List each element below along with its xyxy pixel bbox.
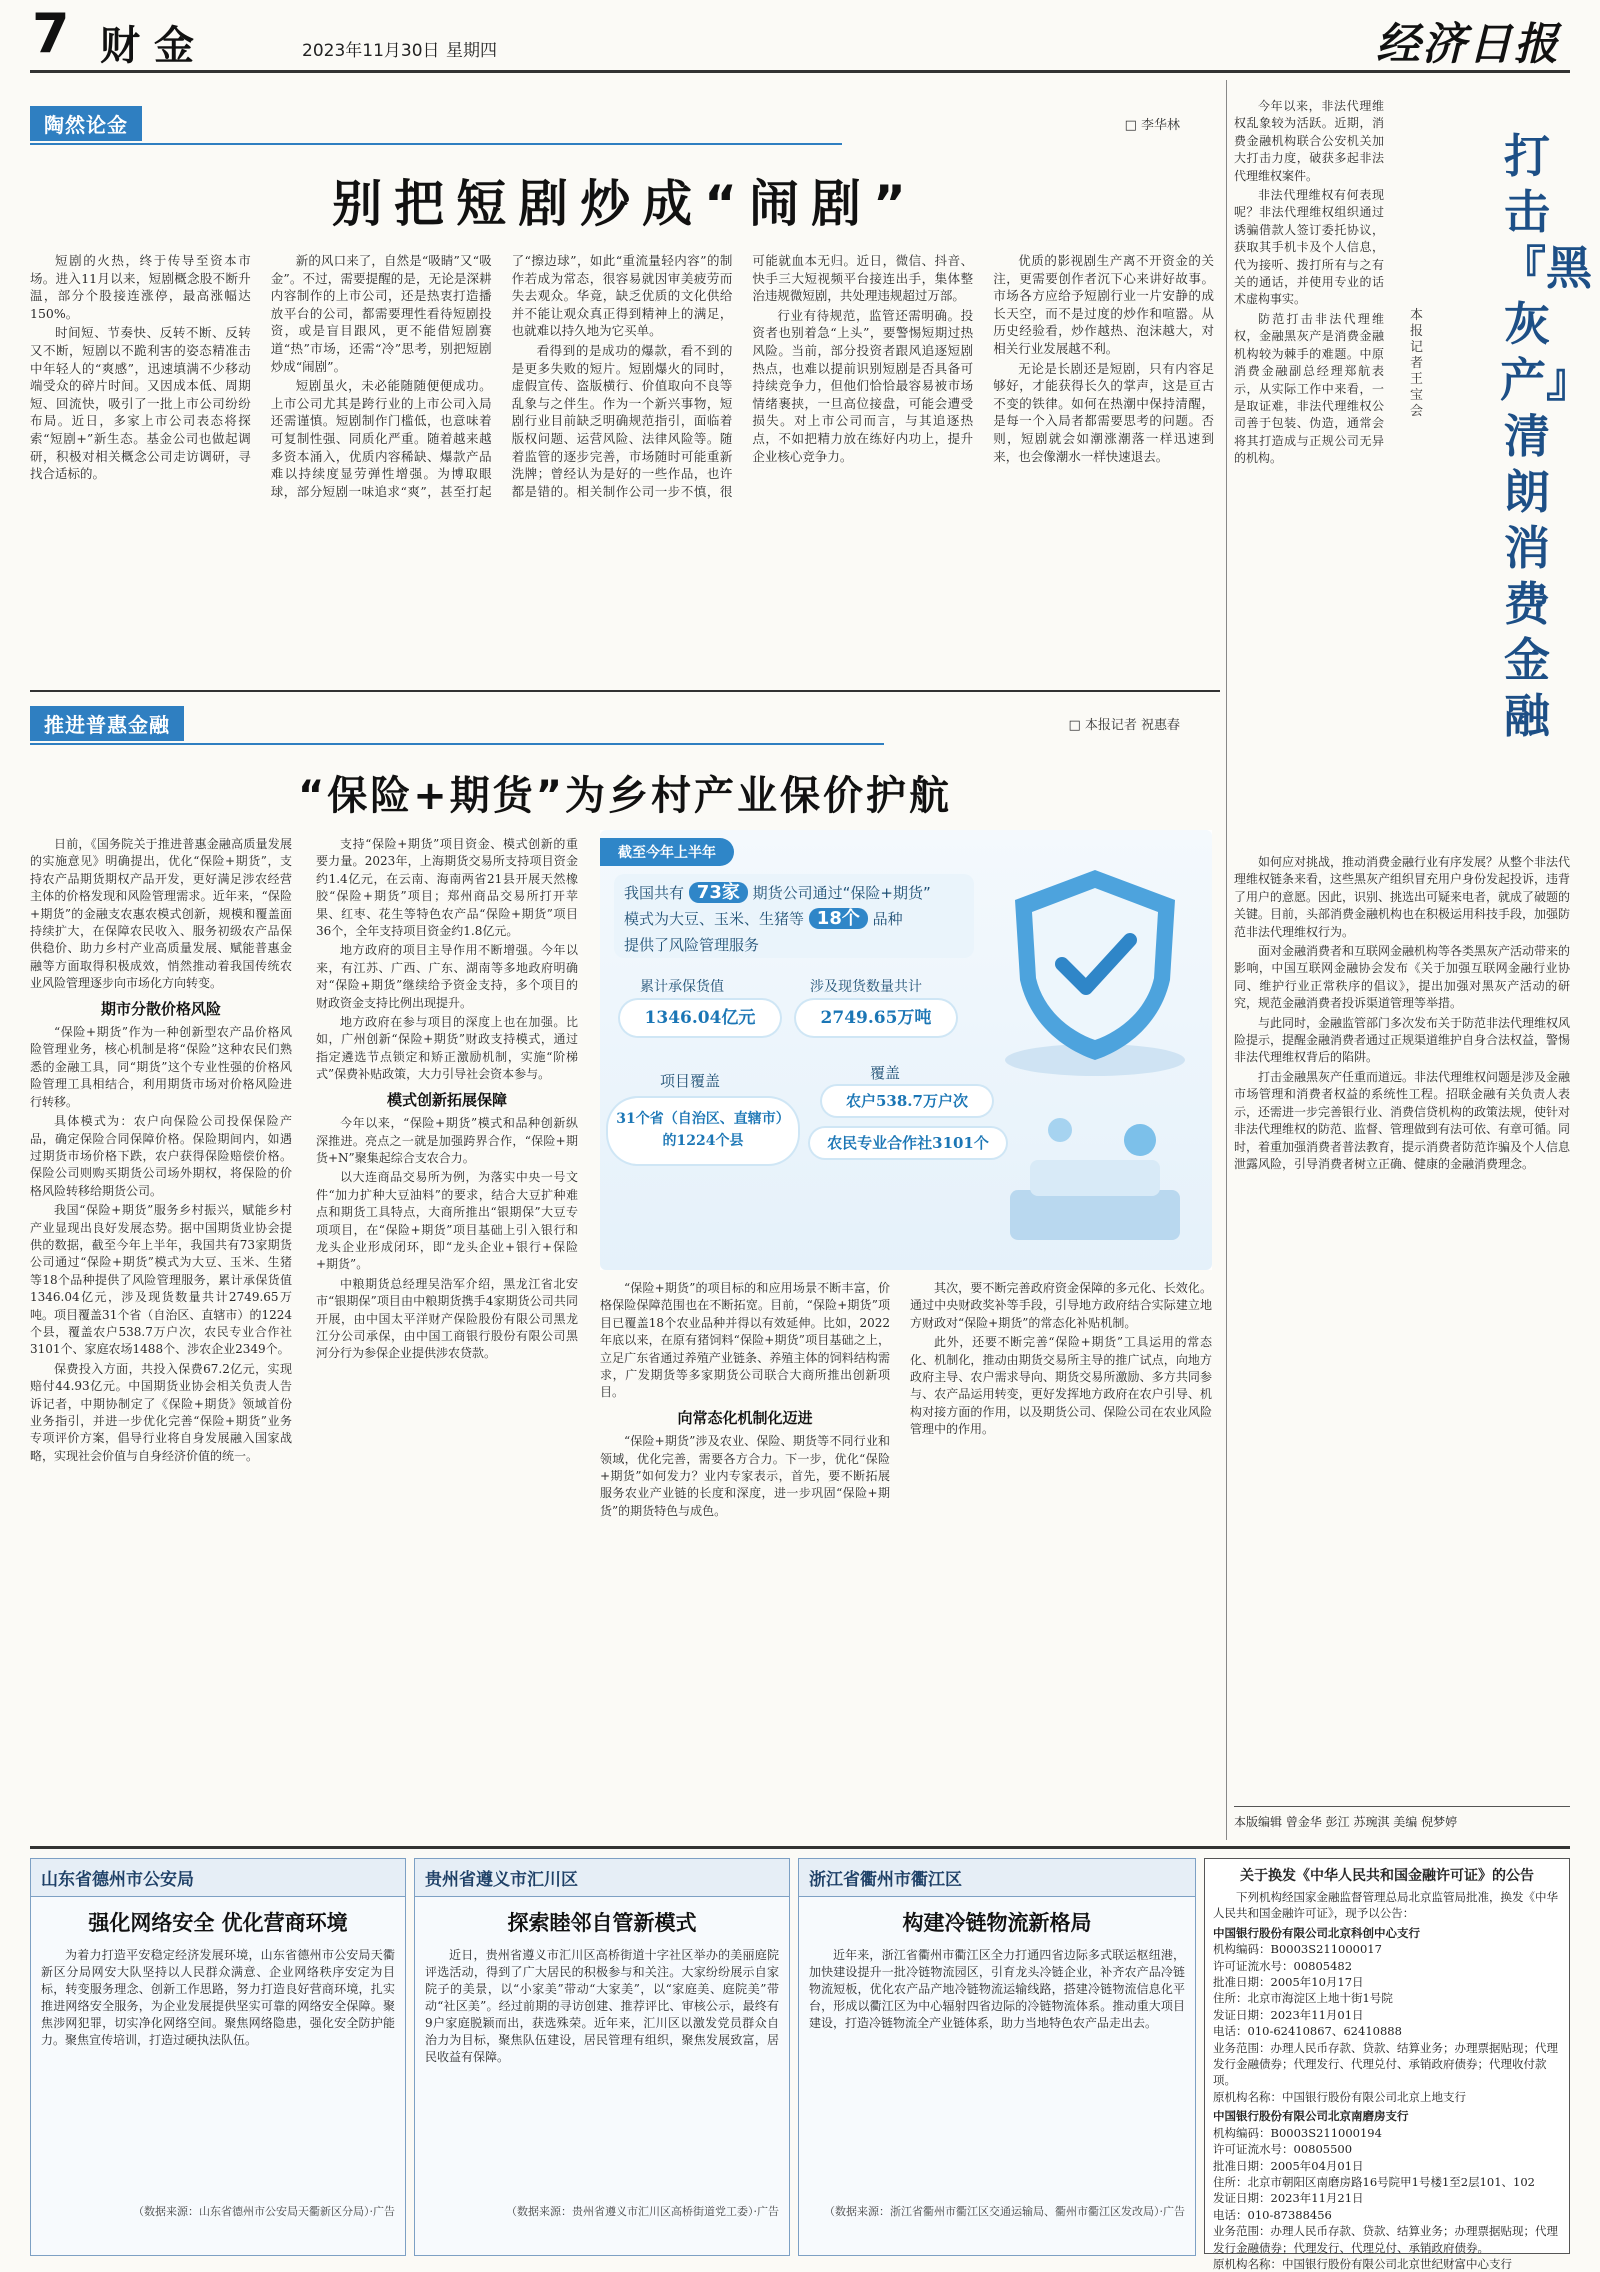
paragraph: 时间短、节奏快、反转不断、反转又不断，短剧以不跪利害的姿态精准击中年轻人的“爽感”，迅速填满不少移动端受众的碎片时间。又因成本低、周期短、回流快，吸引了一批上市公司纷纷布局。近日，多家上市公司表态将探索“短剧+”新生态。基金公司也做起调研，积极对相关概念公司走访调研，寻找合适标的。 — [30, 325, 251, 482]
issue-weekday: 星期四 — [446, 41, 497, 61]
brief-body: 近年来，浙江省衢州市衢江区全力打通四省边际多式联运枢纽港，加快建设提升一批冷链物流园区，引育龙头冷链企业，补齐农产品冷链物流短板，优化农产品产地冷链物流运输线路，搭建冷链物流信息化平台，形成以衢江区为中心辐射四省边际的冷链物流体系。推动重大项目建设，打造冷链物流全产业链体系，助力当地特色农产品走出去。 — [809, 1948, 1185, 2030]
newspaper-logo: 经济日报 — [1376, 19, 1560, 70]
paragraph: 看得到的是成功的爆款，看不到的是更多失败的短片。短剧爆火的同时，虚假宣传、盗版横行、价值取向不良等乱象与之伴生。作为一个新兴事物，短剧行业目前缺乏明确规范指引，面临着版权问题、运营风险、法律风险等。随着监管的逐步完善，市场随时可能重新洗牌；曾经认为是好的一些作品，也许都是错的。相关制作公司一步不慎，很可能就血本无归。近日，微信、抖音、快手三大短视频平台接连出手，集体整治违规微短剧，共处理违规超过万部。 — [511, 253, 974, 499]
branch-name: 中国银行股份有限公司北京科创中心支行 — [1213, 1925, 1420, 1940]
paragraph: 地方政府在参与项目的深度上也在加强。比如，广州创新“保险+期货”财政支持模式，通过指定遴选节点锁定和矫正激励机制，实施“阶梯式”保费补贴政策，大力引导社会资本参与。 — [316, 1015, 578, 1082]
byline: □ 李华林 — [1124, 118, 1180, 133]
license-notice — [1204, 1858, 1570, 2271]
paragraph: 与此同时，金融监管部门多次发布关于防范非法代理维权风险提示，提醒金融消费者通过正规渠道维护自身合法权益，警惕非法代理维权背后的陷阱。 — [1234, 1015, 1571, 1065]
stat-label: 项目覆盖 — [660, 1072, 721, 1090]
subheading: 期市分散价格风险 — [100, 999, 221, 1018]
paragraph: 优质的影视剧生产离不开资金的关注，更需要创作者沉下心来讲好故事。市场各方应给予短剧行业一片安静的成长天空，而不是过度的炒作和喧嚣。从历史经验看，炒作越热、泡沫越大，对相关行业发展越不利。 — [993, 253, 1214, 356]
paragraph: 以大连商品交易所为例，为落实中央一号文件“加力扩种大豆油料”的要求，结合大豆扩种难点和期货工具特点，大商所推出“银期保”大豆专项项目，在“保险+期货”项目基础上引入银行和龙头企业形成闭环，即“龙头企业+银行+保险+期货”。 — [316, 1170, 578, 1272]
subheading: 向常态化机制化迈进 — [677, 1408, 813, 1427]
section-divider — [30, 690, 1220, 692]
section-name: 财金 — [100, 23, 208, 69]
paragraph: 非法代理维权有何表现呢？非法代理维权组织通过诱骗借款人签订委托协议，获取其手机卡及个人信息，代为接听、拨打所有与之有关的通话，并使用专业的话术虚构事实。 — [1234, 188, 1384, 307]
brief-location: 山东省德州市公安局 — [31, 1859, 405, 1897]
paragraph: “保险+期货”作为一种创新型农产品价格风险管理业务，核心机制是将“保险”这种农民们熟悉的金融工具，同“期货”这个专业性强的价格风险管理工具相结合，利用期货市场对价格风险进行转移。 — [30, 1025, 292, 1109]
side-article-bottom — [1234, 854, 1570, 1794]
article-column — [30, 836, 292, 1836]
stat-value: 1346.04亿元 — [620, 1000, 780, 1036]
ad-brief — [798, 1858, 1196, 2256]
paragraph: 如何应对挑战，推动消费金融行业有序发展？从整个非法代理维权链条来看，这些黑灰产组织冒充用户身份发起投诉，违背了用户的意愿。因此，识别、挑选出可疑来电者，就成了破题的关键。目前，头部消费金融机构也在积极运用科技手段，加强防范非法代理维权行为。 — [1234, 855, 1571, 939]
brief-headline: 构建冷链物流新格局 — [902, 1911, 1092, 1935]
notice-branch: 中国银行股份有限公司北京科创中心支行 机构编码：B0003S211000017 许可证流水号：00805482 批准日期：2005年10月17日 住所：北京市海淀区上地十街1号院 发证日期：2023年11月01日 电话：010-62410867、62410888 业务范围：办理人民币存款、贷款、结算业务；办理票据贴现；代理发行金融债券；代理发行、代理兑付、承销政府债券；代理收付款项。 原机构名称：中国银行股份有限公司北京上地支行 — [1213, 1925, 1558, 2104]
paragraph: 今年以来，非法代理维权乱象较为活跃。近期，消费金融机构联合公安机关加大打击力度，破获多起非法代理维权案件。 — [1234, 99, 1384, 183]
paragraph: 中粮期货总经理吴浩军介绍，黑龙江省北安市“银期保”项目由中粮期货携手4家期货公司共同开展，由中国太平洋财产保险股份有限公司黑龙江分公司承保，由中国工商银行股份有限公司黑河分行为参保企业提供涉农贷款。 — [316, 1276, 578, 1361]
stat-value: 农户538.7万户次 — [822, 1086, 992, 1116]
article-column — [910, 1280, 1212, 1836]
column-inclusive-finance — [30, 706, 1220, 1836]
paragraph: 地方政府的项目主导作用不断增强。今年以来，有江苏、广西、广东、湖南等多地政府明确对“保险+期货”继续给予资金支持，多个项目的财政资金支持比例出现提升。 — [316, 943, 578, 1010]
article-column — [600, 1280, 890, 1836]
paragraph: 其次，要不断完善政府资金保障的多元化、长效化。通过中央财政奖补等手段，引导地方政府结合实际建立地方财政对“保险+期货”的常态化补贴机制。 — [910, 1281, 1212, 1330]
side-byline: 本报记者 王宝会 — [1410, 308, 1424, 419]
stat-value: 2749.65万吨 — [796, 1000, 956, 1036]
infographic — [600, 830, 1212, 1270]
side-article-top — [1234, 98, 1384, 848]
brief-body: 近日，贵州省遵义市汇川区高桥街道十字社区举办的美丽庭院评选活动，得到了广大居民的积极参与和关注。大家纷纷展示自家院子的美景，以“小家美”带动“大家美”，以“家庭美、庭院美”带动“社区美”。经过前期的寻访创建、推荐评比、审核公示，最终有9户家庭脱颖而出，获选殊荣。近年来，汇川区以激发党员群众自治力为目标，聚焦队伍建设，居民管理有组织，聚焦发展致富，居民收益有保障。 — [425, 1948, 779, 2064]
editor-credits: 本版编辑 曾金华 彭江 苏琬淇 美编 倪梦婷 — [1234, 1806, 1570, 1830]
paragraph: 短剧虽火，未必能随随便便成功。上市公司尤其是跨行业的上市公司入局还需谨慎。短剧制作门槛低，也意味着可复制性强、同质化严重。随着越来越多资本涌入，优质内容稀缺、爆款产品难以持续度显劳弹性增强。为博取眼球，部分短剧一味追求“爽”，甚至打起了“擦边球”，如此“重流量轻内容”的制作若成为常态，很容易就因审美疲劳而失去观众。华竟，缺乏优质的文化供给并不能让观众真正得到精神上的满足，也就难以持久地为它买单。 — [270, 253, 733, 499]
byline: □ 本报记者 祝惠春 — [1068, 718, 1180, 733]
notice-title: 关于换发《中华人民共和国金融许可证》的公告 — [1240, 1868, 1534, 1884]
podium-graphic — [990, 1080, 1200, 1260]
stat-label: 涉及现货数量共计 — [810, 979, 922, 995]
brief-source: （数据来源：浙江省衢州市衢江区交通运输局、衢州市衢江区发改局）·广告 — [824, 2205, 1185, 2218]
branch-name: 中国银行股份有限公司北京南磨房支行 — [1213, 2109, 1409, 2124]
stat-value-group: 31个省（自治区、直辖市） 的1224个县 — [608, 1098, 798, 1164]
brief-headline: 强化网络安全 优化营商环境 — [88, 1911, 348, 1935]
brief-source: （数据来源：山东省德州市公安局天衢新区分局）·广告 — [133, 2205, 395, 2218]
infographic-intro: 我国共有 73家 期货公司通过“保险+期货” 模式为大豆、玉米、生猪等 18个 品种 提供了风险管理服务 — [614, 874, 974, 958]
side-feature — [1234, 98, 1592, 1838]
issue-date: 2023年11月30日 — [302, 41, 440, 61]
shield-check-icon — [990, 860, 1200, 1080]
brief-location: 浙江省衢州市衢江区 — [799, 1859, 1195, 1897]
notice-branch: 中国银行股份有限公司北京南磨房支行 机构编码：B0003S211000194 许可证流水号：00805500 批准日期：2005年04月01日 住所：北京市朝阳区南磨房路16号院甲1号楼1至2层101、102 发证日期：2023年11月21日 电话：010-87388456 业务范围：办理人民币存款、贷款、结算业务；办理票据贴现；代理发行金融债券；代理发行、代理兑付、承销政府债券。 原机构名称：中国银行股份有限公司北京世纪财富中心支行 — [1213, 2109, 1558, 2271]
paragraph: 无论是长剧还是短剧，只有内容足够好，才能获得长久的掌声，这是亘古不变的铁律。如何在热潮中保持清醒，是每一个入局者都需要思考的问题。否则，短剧就会如潮涨潮落一样迅速到来，也会像潮水一样快速退去。 — [993, 360, 1214, 464]
side-headline: 打击『黑灰产』清朗消费金融 — [1500, 129, 1592, 743]
paragraph: “保险+期货”涉及农业、保险、期货等不同行业和领域，优化完善，需要各方合力。下一步，优化“保险+期货”如何发力？业内专家表示，首先，要不断拓展服务农业产业链的长度和深度，进一步巩固“保险+期货”的期货特色与成色。 — [600, 1434, 890, 1518]
article-headline: 别把短剧炒成“闹剧” — [332, 175, 918, 233]
section-tag: 陶然论金 — [30, 106, 142, 141]
paragraph: 面对金融消费者和互联网金融机构等各类黑灰产活动带来的影响，中国互联网金融协会发布《关于加强互联网金融行业协同、维护行业正常秩序的倡议》，提出加强对黑灰产活动的研究，规范金融消费者投诉渠道管理等举措。 — [1234, 944, 1571, 1011]
paragraph: 我国“保险+期货”服务乡村振兴，赋能乡村产业显现出良好发展态势。据中国期货业协会提供的数据，截至今年上半年，我国共有73家期货公司通过“保险+期货”模式为大豆、玉米、生猪等18个品种提供了风险管理服务，累计承保货值1346.04亿元，涉及现货数量共计2749.65万吨。项目覆盖31个省（自治区、直辖市）的1224个县，覆盖农户538.7万户次，农民专业合作社3101个、家庭农场1488个、涉农企业2349个。 — [30, 1203, 292, 1357]
stat-label: 累计承保货值 — [640, 979, 724, 995]
ad-brief — [30, 1858, 406, 2256]
paragraph: 短剧的火热，终于传导至资本市场。进入11月以来，短剧概念股不断升温，部分个股接连涨停，最高涨幅达150%。 — [30, 253, 251, 321]
paragraph: 新的风口来了，自然是“吸睛”又“吸金”。不过，需要提醒的是，无论是深耕内容制作的上市公司，还是热衷打造播放平台的公司，都需要理性看待短剧投资，或是盲目跟风，更不能借短剧赛道“热”市场，还需“冷”思考，别把短剧炒成“闹剧”。 — [270, 253, 492, 374]
paragraph: 保费投入方面，共投入保费67.2亿元，实现赔付44.93亿元。中国期货业协会相关负责人告诉记者，中期协制定了《保险+期货》领域首份业务指引，并进一步优化完善“保险+期货”业务专项评价方案，倡导行业将自身发展融入国家战略，实现社会价值与自身经济价值的统一。 — [30, 1361, 292, 1463]
article-headline: “保险+期货”为乡村产业保价护航 — [297, 773, 953, 819]
column-commentary — [30, 106, 1220, 686]
brief-headline: 探索睦邻自管新模式 — [507, 1911, 697, 1935]
paragraph: 此外，还要不断完善“保险+期货”工具运用的常态化、机制化，推动由期货交易所主导的推广试点，向地方政府主导、农户需求导向、期货交易所激励、多方共同参与、农产品运用转变，更好发挥地方政府在农户引导、机构对接方面的作用，以及期货公司、保险公司在农业风险管理中的作用。 — [910, 1335, 1212, 1437]
column-divider — [1226, 80, 1227, 1840]
notice-intro: 下列机构经国家金融监督管理总局北京监管局批准，换发《中华人民共和国金融许可证》，现予以公告： — [1213, 1890, 1558, 1921]
masthead — [0, 0, 1600, 72]
infographic-banner: 截至今年上半年 — [600, 838, 734, 866]
ads-divider — [30, 1846, 1570, 1849]
highlight-number: 73家 — [689, 882, 748, 903]
brief-location: 贵州省遵义市汇川区 — [415, 1859, 789, 1897]
paragraph: 防范打击非法代理维权，金融黑灰产是消费金融机构较为棘手的难题。中原消费金融副总经理郑航表示，从实际工作中来看，一是取证难，非法代理维权公司善于包装、伪造，通常会将其打造成与正规公司无异的机构。 — [1234, 311, 1384, 466]
stat-label: 覆盖 — [870, 1064, 901, 1082]
page-number: 7 — [32, 2, 70, 65]
paragraph: 具体模式为：农户向保险公司投保保险产品，确定保险合同保障价格。保险期间内，如遇过期货市场价格下跌，农户获得保险赔偿价格。保险公司则购买期货公司场外期权，将保险的价格风险转移给期货公司。 — [30, 1114, 292, 1198]
highlight-number: 18个 — [809, 908, 868, 929]
masthead-rule — [30, 70, 1570, 73]
subheading: 模式创新拓展保障 — [386, 1090, 507, 1109]
paragraph: 日前，《国务院关于推进普惠金融高质量发展的实施意见》明确提出，优化“保险+期货”，支持农产品期货期权产品开发，更好满足涉农经营主体的价格发现和风险管理需求。近年来，“保险+期货”的金融支农惠农模式创新，规模和覆盖面持续扩大，在保障农民收入、服务初级农产品保供稳价、助力乡村产业高质量发展、赋能普惠金融等方面取得积极成效，悄然推动着我国传统农业风险管理逐步向市场化方向转变。 — [30, 837, 292, 991]
stat-value: 农民专业合作社3101个 — [810, 1128, 1006, 1158]
paragraph: 打击金融黑灰产任重而道远。非法代理维权问题是涉及金融市场管理和消费者权益的系统性工程。招联金融有关负责人表示，还需进一步完善银行业、消费信贷机构的政策法规，使针对非法代理维权的防范、监督、管理做到有法可依、有章可循。同时，着重加强消费者普法教育，提示消费者防范诈骗及个人信息泄露风险，引导消费者树立正确、健康的金融消费理念。 — [1234, 1069, 1571, 1171]
section-tag: 推进普惠金融 — [30, 706, 184, 741]
article-column — [316, 836, 578, 1836]
ad-brief — [414, 1858, 790, 2256]
brief-body: 为着力打造平安稳定经济发展环境，山东省德州市公安局天衢新区分局网安大队坚持以人民群众满意、企业网络秩序安定为目标，转变服务理念、创新工作思路，努力打造良好营商环境，扎实推进网络安全服务，为企业发展提供坚实可靠的网络安全保障。聚焦涉网犯罪，切实净化网络空间。聚焦网络隐患，强化安全防护能力。聚焦宣传培训，打造过硬执法队伍。 — [41, 1948, 395, 2047]
paragraph: 今年以来，“保险+期货”模式和品种创新纵深推进。亮点之一就是加强跨界合作，“保险+期货+N”聚集起综合支农合力。 — [316, 1116, 578, 1165]
paragraph: 支持“保险+期货”项目资金、模式创新的重要力量。2023年，上海期货交易所支持项目资金约1.4亿元，在云南、海南两省21县开展天然橡胶“保险+期货”项目；郑州商品交易所打开苹果、红枣、花生等特色农产品“保险+期货”项目36个，全年支持项目资金约1.8亿元。 — [316, 837, 578, 939]
article-body — [30, 252, 1214, 682]
brief-source: （数据来源：贵州省遵义市汇川区高桥街道党工委）·广告 — [506, 2205, 779, 2218]
paragraph: 行业有待规范，监管还需明确。投资者也别着急“上头”，要警惕短期过热风险。当前，部分投资者跟风追逐短剧热点，也难以提前识别短剧是否具备可持续竞争力，但他们恰恰最容易被市场情绪裹挟，一旦高位接盘，可能会遭受损失。对上市公司而言，与其追逐热点，不如把精力放在练好内功上，提升企业核心竞争力。 — [752, 307, 974, 464]
paragraph: “保险+期货”的项目标的和应用场景不断丰富，价格保险保障范围也在不断拓宽。目前，“保险+期货”项目已覆盖18个农业品种并得以有效延伸。比如，2022年底以来，在原有猪饲料“保险+期货”项目基础之上，立足广东省通过养殖产业链条、养殖主体的饲料结构需求，广发期货等多家期货公司联合大商所推出创新项目。 — [600, 1281, 890, 1400]
